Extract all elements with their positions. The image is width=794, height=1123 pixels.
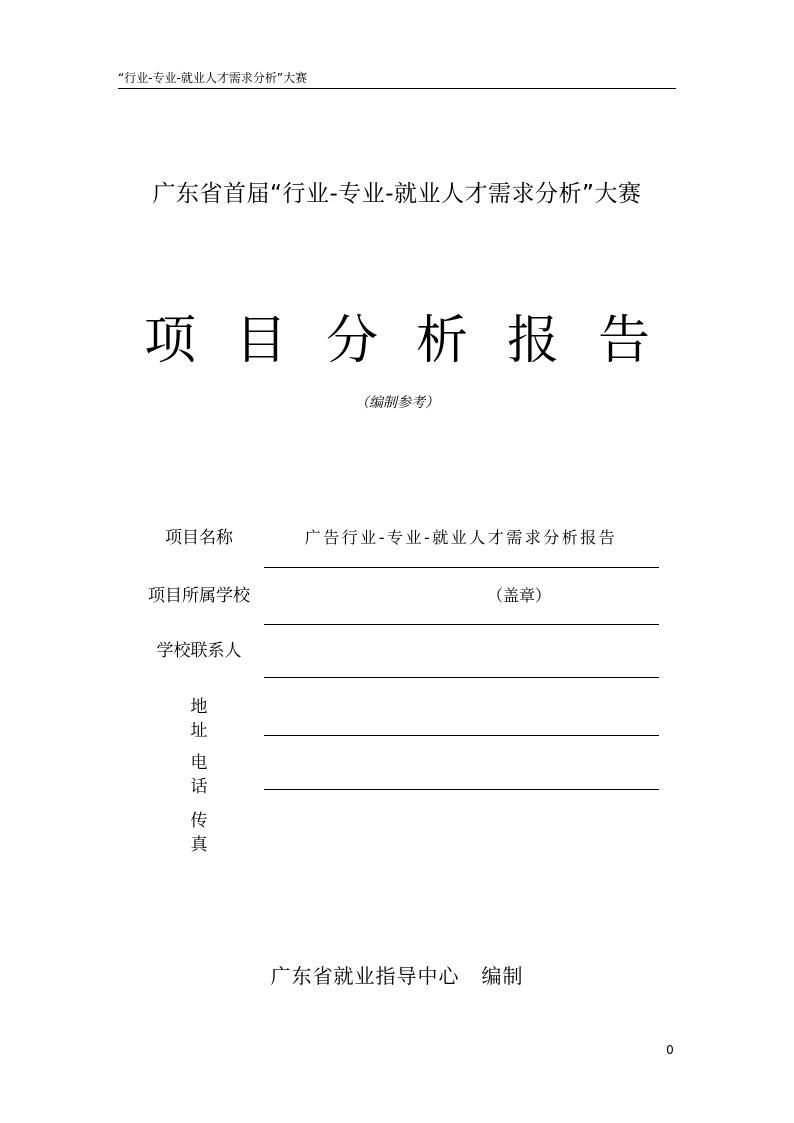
field-underline — [264, 677, 659, 678]
field-value-project-name[interactable]: 广告行业-专业-就业人才需求分析报告 — [304, 528, 618, 547]
main-title: 广东省首届“行业-专业-就业人才需求分析”大赛 — [152, 181, 642, 207]
report-title-char: 项 — [143, 311, 196, 371]
report-title-char: 析 — [415, 311, 468, 371]
field-value-school[interactable]: （盖章） — [486, 586, 551, 605]
page-number: 0 — [666, 1043, 674, 1057]
field-label-fax: 传真 — [190, 811, 240, 855]
compiler-action: 编制 — [481, 964, 524, 988]
field-label-phone: 电话 — [190, 753, 240, 797]
subtitle: （编制参考） — [355, 395, 439, 411]
report-title-char: 分 — [325, 311, 378, 371]
report-title — [140, 306, 654, 376]
field-label-address: 地址 — [190, 697, 240, 741]
field-label-school: 项目所属学校 — [148, 586, 250, 606]
field-label-project-name: 项目名称 — [165, 528, 233, 548]
report-title-char: 报 — [506, 311, 559, 371]
compiler-line — [0, 962, 794, 990]
field-underline — [264, 735, 659, 736]
field-underline — [264, 624, 659, 625]
header-text: “行业-专业-就业人才需求分析”大赛 — [118, 71, 308, 85]
report-title-char: 告 — [597, 311, 650, 371]
page-header — [118, 70, 676, 89]
report-title-char: 目 — [234, 311, 287, 371]
field-underline — [264, 789, 659, 790]
field-underline — [264, 567, 659, 568]
compiler-org: 广东省就业指导中心 — [270, 964, 460, 988]
field-label-contact: 学校联系人 — [156, 641, 242, 661]
